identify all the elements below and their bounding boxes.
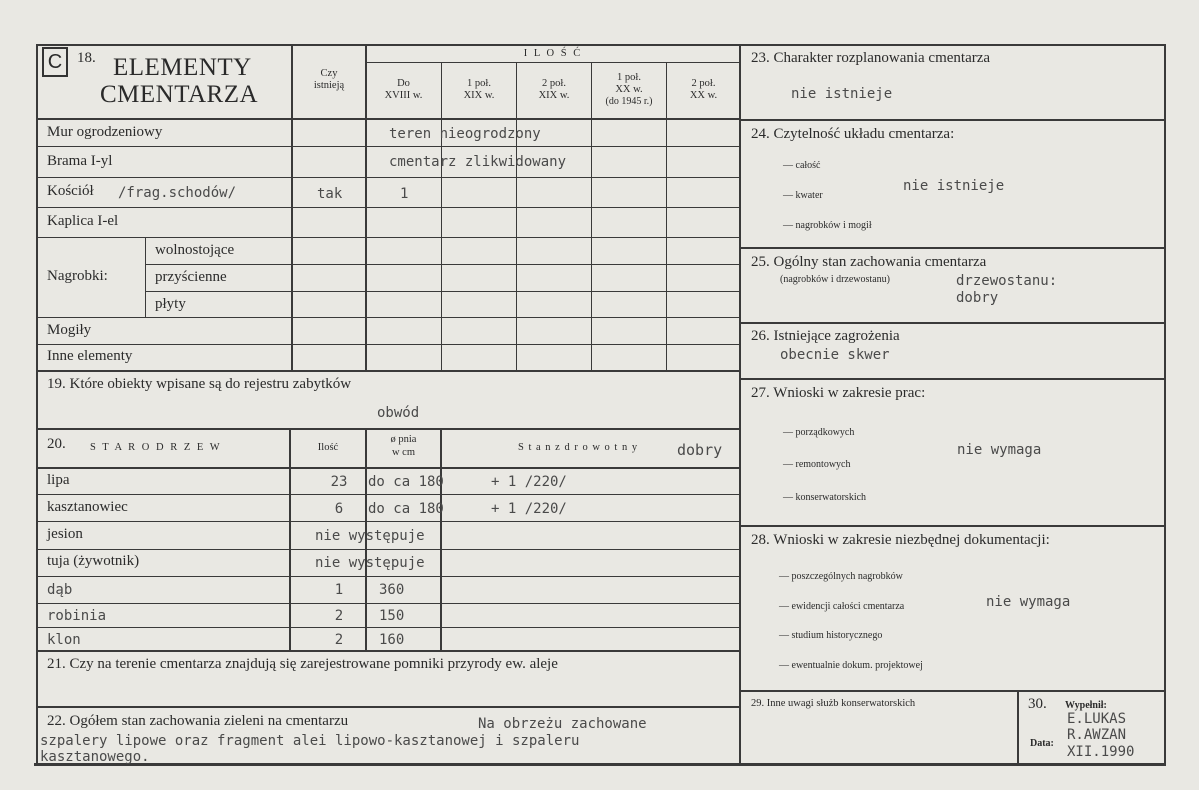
section-28-item: — ewentualnie dokum. projektowej bbox=[779, 660, 923, 671]
col-diam-header: ø pnia bbox=[390, 434, 417, 445]
section-19-label: 19. Które obiekty wpisane są do rejestru zabytków bbox=[47, 376, 352, 392]
row-line bbox=[36, 344, 740, 345]
section-number: 18. bbox=[77, 50, 96, 66]
section-25-value-2: dobry bbox=[956, 290, 999, 306]
period-header: 1 poł. bbox=[467, 78, 491, 89]
row-line bbox=[36, 576, 740, 577]
section-28-item: — studium historycznego bbox=[779, 630, 883, 641]
row-line bbox=[740, 690, 1166, 692]
row-line bbox=[740, 378, 1166, 380]
section-24-item: — całość bbox=[783, 160, 821, 171]
row-count: 1 bbox=[400, 186, 409, 202]
section-28-value: nie wymaga bbox=[986, 594, 1071, 610]
section-21-label: 21. Czy na terenie cmentarza znajdują się zarejestrowane pomniki przyrody ew. aleje bbox=[47, 656, 558, 672]
col-health-header: S t a n z d r o w o t n y bbox=[518, 442, 639, 453]
tree-diameter: 360 bbox=[379, 582, 405, 598]
tree-name: kasztanowiec bbox=[47, 499, 128, 515]
col-exists-header-1: Czy bbox=[320, 68, 338, 79]
row-line bbox=[36, 177, 740, 178]
tree-count: nie występuje bbox=[315, 555, 425, 571]
col-count-header: Ilość bbox=[317, 442, 339, 453]
tree-count: 23 bbox=[330, 474, 348, 490]
tree-name: klon bbox=[47, 632, 81, 648]
col-diam-header: w cm bbox=[391, 447, 416, 458]
frame-left bbox=[36, 44, 38, 764]
frame-right bbox=[1164, 44, 1166, 764]
period-header: XIX w. bbox=[463, 90, 495, 101]
col-line bbox=[441, 62, 442, 370]
period-header: 2 poł. bbox=[691, 78, 716, 89]
period-header: 1 poł. bbox=[617, 72, 641, 83]
section-25-sub: (nagrobków i drzewostanu) bbox=[780, 274, 890, 285]
tree-name: robinia bbox=[47, 608, 107, 624]
row-line bbox=[36, 521, 740, 522]
filled-by-name-2: R.AWZAN bbox=[1067, 727, 1127, 743]
tree-diameter: do ca 180 bbox=[368, 474, 444, 490]
col-line bbox=[145, 237, 146, 317]
section-25-label: 25. Ogólny stan zachowania cmentarza bbox=[751, 254, 987, 270]
ilosc-header: I L O Ś Ć bbox=[523, 48, 583, 59]
section-24-value: nie istnieje bbox=[903, 178, 1005, 194]
period-header: 2 poł. bbox=[542, 78, 566, 89]
row-line bbox=[36, 603, 740, 604]
section-27-label: 27. Wnioski w zakresie prac: bbox=[751, 385, 926, 401]
col-line bbox=[1017, 691, 1019, 764]
section-27-item: — porządkowych bbox=[783, 427, 855, 438]
row-line bbox=[146, 264, 740, 265]
section-28-item: — poszczególnych nagrobków bbox=[779, 571, 903, 582]
section-22-value-2: szpalery lipowe oraz fragment alei lipowo-kasztanowej i szpaleru bbox=[40, 733, 580, 749]
tree-count: 1 bbox=[334, 582, 344, 598]
row-line bbox=[146, 291, 740, 292]
section-20-label: S T A R O D R Z E W bbox=[90, 442, 222, 453]
row-note: teren nieogrodzony bbox=[389, 126, 541, 142]
tree-diameter: do ca 180 bbox=[368, 501, 444, 517]
filled-by-name-1: E.LUKAS bbox=[1067, 711, 1127, 727]
row-line bbox=[36, 118, 740, 120]
nagrobki-sub: przyścienne bbox=[155, 269, 227, 285]
nagrobki-label: Nagrobki: bbox=[47, 268, 108, 284]
col-line bbox=[591, 62, 592, 370]
nagrobki-sub: płyty bbox=[155, 296, 186, 312]
section-19-value: obwód bbox=[377, 405, 420, 421]
mogily-label: Mogiły bbox=[47, 322, 92, 338]
section-24-item: — kwater bbox=[783, 190, 823, 201]
section-24-label: 24. Czytelność układu cmentarza: bbox=[751, 126, 955, 142]
tree-count: 2 bbox=[334, 632, 344, 648]
tree-health: + 1 /220/ bbox=[491, 501, 567, 517]
row-note: cmentarz zlikwidowany bbox=[389, 154, 567, 170]
row-line bbox=[36, 549, 740, 550]
row-line bbox=[36, 467, 740, 469]
row-label: Kaplica I-el bbox=[47, 213, 119, 229]
center-divider bbox=[739, 44, 741, 764]
tree-count: nie występuje bbox=[315, 528, 425, 544]
section-29-label: 29. Inne uwagi służb konserwatorskich bbox=[751, 698, 916, 709]
section-22-label: 22. Ogółem stan zachowania zieleni na cmentarzu bbox=[47, 713, 349, 729]
section-23-label: 23. Charakter rozplanowania cmentarza bbox=[751, 50, 991, 66]
tree-name: dąb bbox=[47, 582, 73, 598]
row-line bbox=[36, 317, 740, 318]
row-line bbox=[740, 322, 1166, 324]
section-27-item: — konserwatorskich bbox=[783, 492, 867, 503]
row-label: Kościół bbox=[47, 183, 94, 199]
tree-diameter: 150 bbox=[379, 608, 405, 624]
row-line bbox=[36, 146, 740, 147]
row-line bbox=[36, 207, 740, 208]
tree-health: + 1 /220/ bbox=[491, 474, 567, 490]
section-title-line2: CMENTARZA bbox=[100, 81, 259, 108]
period-header: XVIII w. bbox=[384, 90, 423, 101]
row-line bbox=[36, 494, 740, 495]
row-line bbox=[36, 370, 740, 372]
nagrobki-sub: wolnostojące bbox=[155, 242, 235, 258]
section-23-value: nie istnieje bbox=[791, 86, 893, 102]
row-label: Mur ogrodzeniowy bbox=[47, 124, 163, 140]
section-22-value-1: Na obrzeżu zachowane bbox=[478, 716, 647, 732]
section-28-label: 28. Wnioski w zakresie niezbędnej dokumentacji: bbox=[751, 532, 1050, 548]
period-header: XIX w. bbox=[538, 90, 570, 101]
tree-name: jesion bbox=[47, 526, 83, 542]
col-line bbox=[666, 62, 667, 370]
tree-count: 6 bbox=[334, 501, 344, 517]
date-label: Data: bbox=[1030, 738, 1054, 749]
row-exists: tak bbox=[317, 186, 343, 202]
period-header: XX w. bbox=[615, 84, 643, 95]
tree-name: tuja (żywotnik) bbox=[47, 553, 140, 569]
period-header: Do bbox=[397, 78, 410, 89]
section-27-item: — remontowych bbox=[783, 459, 851, 470]
section-28-item: — ewidencji całości cmentarza bbox=[779, 601, 905, 612]
section-letter-box: C bbox=[42, 47, 68, 77]
section-26-label: 26. Istniejące zagrożenia bbox=[751, 328, 900, 344]
row-typed-label: /frag.schodów/ bbox=[118, 185, 237, 201]
section-24-item: — nagrobków i mogił bbox=[783, 220, 872, 231]
tree-diameter: 160 bbox=[379, 632, 405, 648]
section-27-value: nie wymaga bbox=[957, 442, 1042, 458]
col-line bbox=[289, 429, 291, 650]
health-value: dobry bbox=[677, 441, 723, 459]
row-line bbox=[740, 247, 1166, 249]
frame-bottom bbox=[34, 763, 1166, 766]
col-line bbox=[516, 62, 517, 370]
tree-count: 2 bbox=[334, 608, 344, 624]
row-line bbox=[36, 237, 740, 238]
section-26-value: obecnie skwer bbox=[780, 347, 890, 363]
row-line bbox=[36, 706, 740, 708]
period-header: (do 1945 r.) bbox=[605, 96, 653, 107]
tree-name: lipa bbox=[47, 472, 70, 488]
row-line bbox=[740, 119, 1166, 121]
row-line bbox=[36, 428, 740, 430]
section-25-value-1: drzewostanu: bbox=[956, 273, 1058, 289]
col-exists-header-2: istnieją bbox=[313, 80, 345, 91]
section-30-number: 30. bbox=[1028, 696, 1047, 712]
row-line bbox=[36, 650, 740, 652]
section-title-line1: ELEMENTY bbox=[113, 54, 252, 81]
col-line bbox=[440, 429, 442, 650]
row-label: Brama I-yl bbox=[47, 153, 113, 169]
section-20-number: 20. bbox=[47, 436, 66, 452]
row-line bbox=[740, 525, 1166, 527]
row-line bbox=[366, 62, 740, 63]
frame-top bbox=[36, 44, 1166, 46]
inne-label: Inne elementy bbox=[47, 348, 133, 364]
period-header: XX w. bbox=[689, 90, 718, 101]
row-line bbox=[36, 627, 740, 628]
filled-by-label: Wypełnił: bbox=[1065, 700, 1107, 711]
fill-date: XII.1990 bbox=[1067, 744, 1135, 760]
section-22-value-3: kasztanowego. bbox=[40, 749, 150, 765]
